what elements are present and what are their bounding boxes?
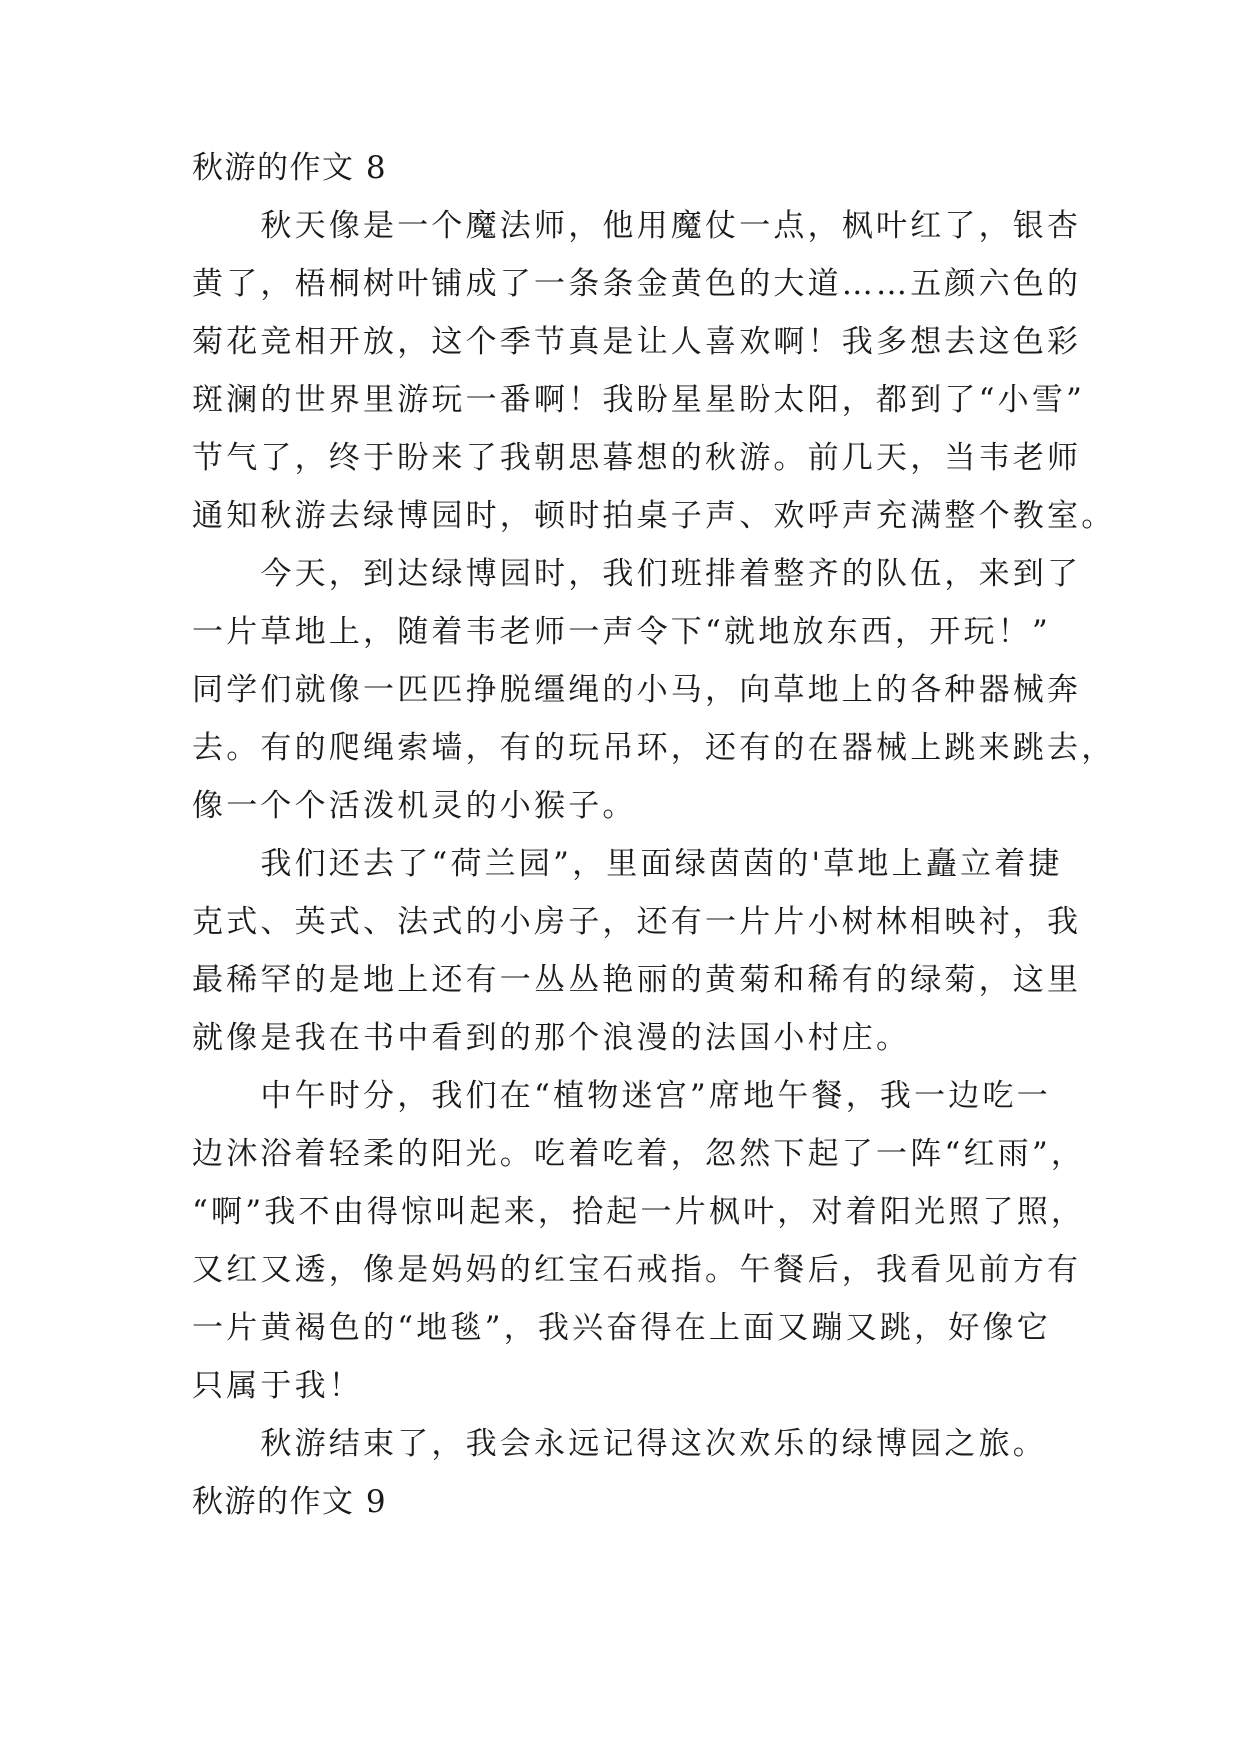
paragraph-line: 就像是我在书中看到的那个浪漫的法国小村庄。 (192, 1020, 911, 1056)
section-heading: 秋游的作文 8 (192, 150, 388, 186)
paragraph-line: 秋天像是一个魔法师，他用魔仗一点，枫叶红了，银杏 (192, 208, 1082, 244)
paragraph-line: “啊”我不由得惊叫起来，拾起一片枫叶，对着阳光照了照， (192, 1194, 1086, 1230)
paragraph-line: 菊花竞相开放，这个季节真是让人喜欢啊！我多想去这色彩 (192, 324, 1082, 360)
section-heading: 秋游的作文 9 (192, 1484, 388, 1520)
paragraph-line: 一片黄褐色的“地毯”，我兴奋得在上面又蹦又跳，好像它 (192, 1310, 1051, 1346)
paragraph-line: 黄了，梧桐树叶铺成了一条条金黄色的大道……五颜六色的 (192, 266, 1082, 302)
paragraph-line: 克式、英式、法式的小房子，还有一片片小树林相映衬，我 (192, 904, 1082, 940)
paragraph-line: 中午时分，我们在“植物迷宫”席地午餐，我一边吃一 (192, 1078, 1051, 1114)
paragraph-line: 只属于我！ (192, 1368, 363, 1404)
paragraph-line: 又红又透，像是妈妈的红宝石戒指。午餐后，我看见前方有 (192, 1252, 1082, 1288)
paragraph-line: 秋游结束了，我会永远记得这次欢乐的绿博园之旅。 (192, 1426, 1047, 1462)
paragraph-line: 去。有的爬绳索墙，有的玩吊环，还有的在器械上跳来跳去， (192, 730, 1116, 766)
paragraph-line: 像一个个活泼机灵的小猴子。 (192, 788, 637, 824)
paragraph-line: 今天，到达绿博园时，我们班排着整齐的队伍，来到了 (192, 556, 1082, 592)
paragraph-line: 斑澜的世界里游玩一番啊！我盼星星盼太阳，都到了“小雪” (192, 382, 1086, 418)
paragraph-line: 通知秋游去绿博园时，顿时拍桌子声、欢呼声充满整个教室。 (192, 498, 1116, 534)
paragraph-line: 同学们就像一匹匹挣脱缰绳的小马，向草地上的各种器械奔 (192, 672, 1082, 708)
paragraph-line: 边沐浴着轻柔的阳光。吃着吃着，忽然下起了一阵“红雨”， (192, 1136, 1086, 1172)
paragraph-line: 最稀罕的是地上还有一丛丛艳丽的黄菊和稀有的绿菊，这里 (192, 962, 1082, 998)
paragraph-line: 一片草地上，随着韦老师一声令下“就地放东西，开玩！” (192, 614, 1051, 650)
paragraph-line: 我们还去了“荷兰园”，里面绿茵茵的'草地上矗立着捷 (192, 846, 1063, 882)
paragraph-line: 节气了，终于盼来了我朝思暮想的秋游。前几天，当韦老师 (192, 440, 1082, 476)
